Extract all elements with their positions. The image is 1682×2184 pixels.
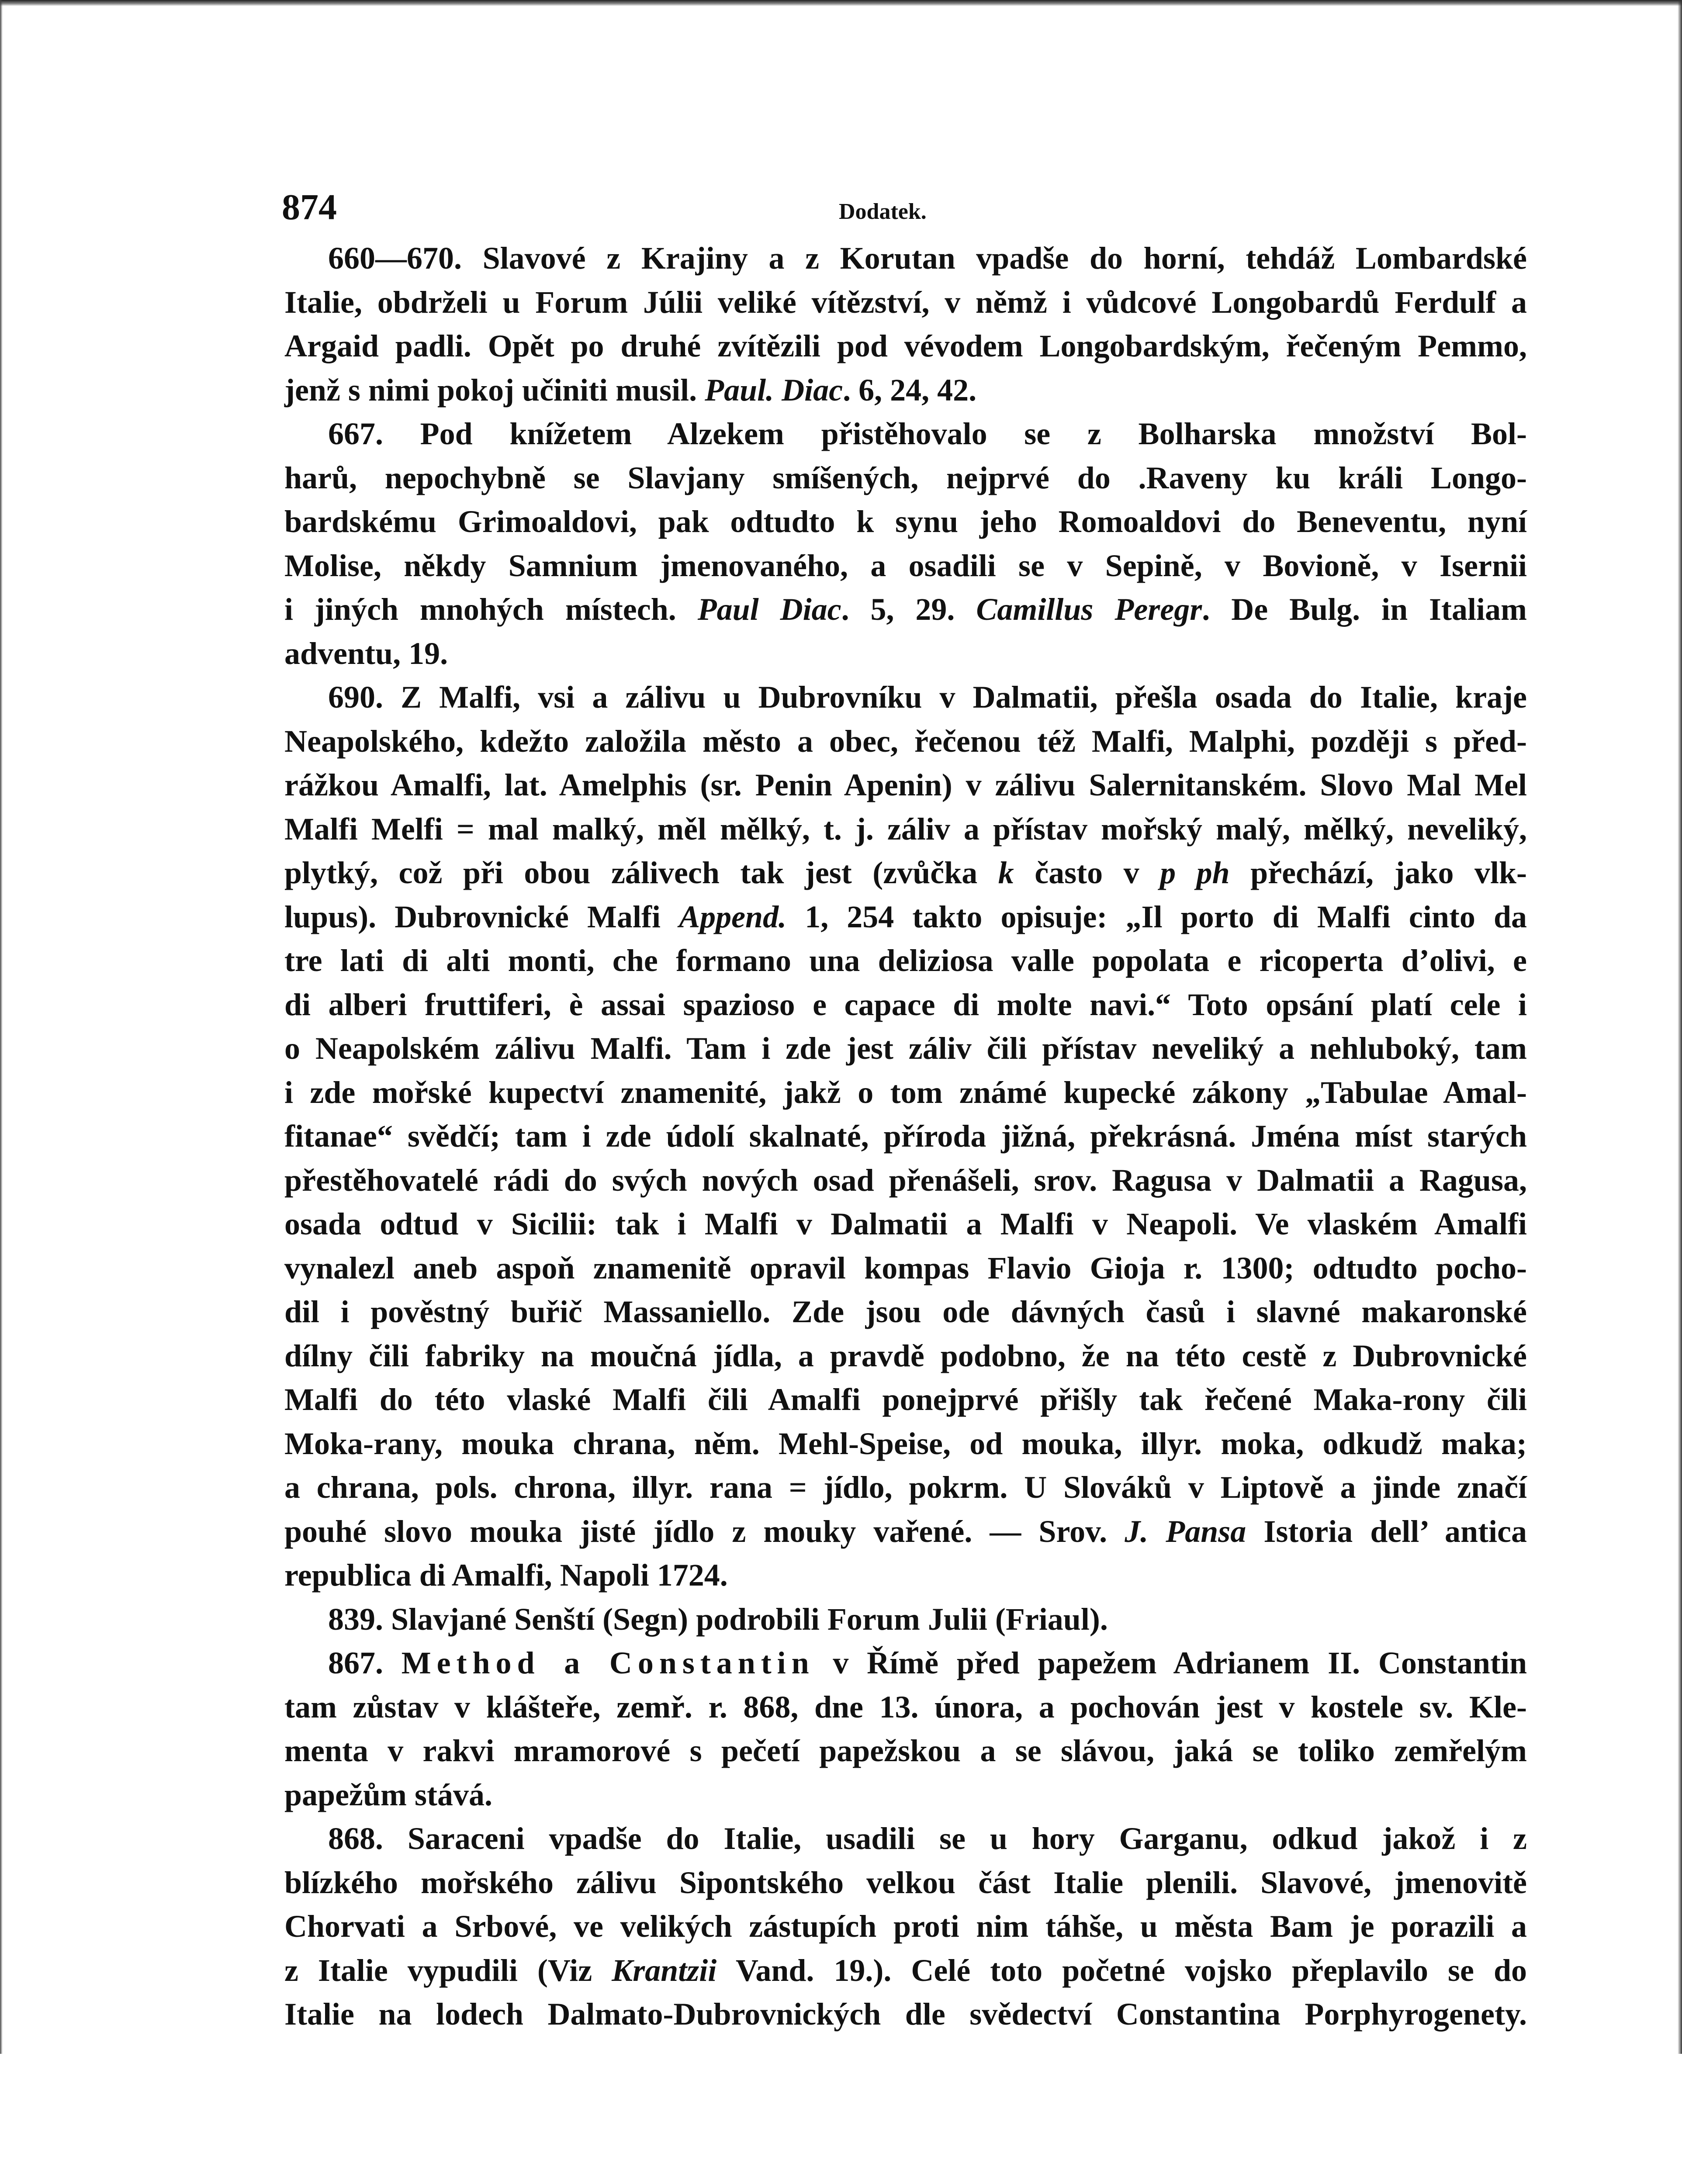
text-line (284, 1992, 1527, 2036)
text-line (284, 280, 1527, 325)
text-line (328, 1641, 1527, 1685)
running-head: Dodatek. (839, 199, 927, 224)
text-line (284, 1290, 1527, 1334)
text-segment: Malfi do této vlaské Malfi čili Amalfi ponejprvé přišly tak řečené Maka-rony čili (284, 1382, 1527, 1417)
text-segment: Italie, obdrželi u Forum Júlii veliké vítězství, v němž i vůdcové Longobardů Ferdulf a (284, 284, 1527, 320)
text-line (328, 1817, 1527, 1861)
text-line (284, 368, 1527, 412)
text-segment: di alberi fruttiferi, è assai spazioso e capace di molte navi.“ Toto opsání platí cele i (284, 987, 1527, 1022)
citation-italic: J. Pansa (1125, 1514, 1246, 1549)
text-segment: 868. Saraceni vpadše do Italie, usadili se u hory Garganu, odkud jakož i z (328, 1821, 1527, 1856)
scan-edge-right (1678, 0, 1682, 2054)
text-segment: v Římě před papežem Adrianem II. Constantin (814, 1645, 1527, 1680)
text-segment: . 6, 24, 42. (843, 372, 977, 408)
scan-edge-top (0, 0, 1682, 6)
text-segment: papežům stává. (284, 1777, 493, 1812)
text-line (284, 1904, 1527, 1949)
text-segment: jenž s nimi pokoj učiniti musil. (284, 372, 705, 408)
text-line (284, 500, 1527, 544)
text-line (284, 324, 1527, 368)
citation-italic: Paul Diac (697, 592, 841, 627)
text-line (328, 675, 1527, 719)
text-segment: Neapolského, kdežto založila město a obec, řečenou též Malfi, Malphi, později s před- (284, 723, 1527, 759)
text-line (284, 1773, 1527, 1817)
text-segment: Molise, někdy Samnium jmenovaného, a osadili se v Sepině, v Bovioně, v Isernii (284, 548, 1527, 583)
text-segment: dil i pověstný buřič Massaniello. Zde jsou ode dávných časů i slavné makaronské (284, 1294, 1527, 1329)
text-segment: 667. Pod knížetem Alzekem přistěhovalo se z Bolharska množství Bol- (328, 416, 1527, 451)
text-line (284, 1553, 1527, 1597)
text-segment: Chorvati a Srbové, ve velikých zástupích proti nim táhše, u města Bam je porazili a (284, 1909, 1527, 1944)
page-header (282, 186, 1527, 236)
text-segment: i jiných mnohých místech. (284, 592, 698, 627)
text-segment: i zde mořské kupectví znamenité, jakž o tom známé kupecké zákony „Tabulae Amal- (284, 1075, 1527, 1110)
text-segment: Malfi Melfi = mal malký, měl mělký, t. j. záliv a přístav mořský malý, mělký, neveliký, (284, 811, 1527, 847)
text-segment: bardskému Grimoaldovi, pak odtudto k synu jeho Romoaldovi do Beneventu, nyní (284, 504, 1527, 539)
text-segment: tre lati di alti monti, che formano una deliziosa valle popolata e ricoperta d’olivi, e (284, 943, 1527, 978)
text-segment: . 5, 29. (841, 592, 976, 627)
text-segment: republica di Amalfi, Napoli 1724. (284, 1558, 728, 1593)
text-segment: osada odtud v Sicilii: tak i Malfi v Dalmatii a Malfi v Neapoli. Ve vlaském Amalfi (284, 1206, 1527, 1241)
text-segment: adventu, 19. (284, 636, 448, 671)
text-segment: plytký, což při obou zálivech tak jest (zvůčka (284, 855, 998, 890)
text-segment: rážkou Amalfi, lat. Amelphis (sr. Penin Apenin) v zálivu Salernitanském. Slovo Mal Mel (284, 767, 1527, 802)
text-line (284, 1114, 1527, 1158)
text-segment: Argaid padli. Opět po druhé zvítězili pod vévodem Longobardským, řečeným Pemmo, (284, 328, 1527, 363)
text-segment: Moka-rany, mouka chrana, něm. Mehl-Speise, od mouka, illyr. moka, odkudž maka; (284, 1426, 1527, 1461)
text-line (284, 1949, 1527, 1993)
text-line (284, 1510, 1527, 1554)
text-segment: tam zůstav v klášteře, zemř. r. 868, dne 13. února, a pochován jest v kostele sv. Kle- (284, 1689, 1527, 1724)
text-line (284, 1158, 1527, 1203)
text-segment: menta v rakvi mramorové s pečetí papežskou a se slávou, jaká se toliko zemřelým (284, 1733, 1527, 1768)
body-text (284, 236, 1527, 2036)
text-line (284, 1246, 1527, 1290)
citation-italic: Krantzii (612, 1952, 717, 1988)
text-segment: o Neapolském zálivu Malfi. Tam i zde jest záliv čili přístav neveliký a nehluboký, tam (284, 1031, 1527, 1066)
text-line (328, 236, 1527, 280)
page-number: 874 (282, 187, 337, 228)
text-segment: Vand. 19.). Celé toto početné vojsko přeplavilo se do (716, 1952, 1527, 1988)
text-line (284, 807, 1527, 851)
text-line (284, 1685, 1527, 1729)
text-segment: lupus). Dubrovnické Malfi (284, 899, 679, 934)
text-line (284, 587, 1527, 632)
text-segment: 867. (328, 1645, 401, 1680)
text-line (284, 763, 1527, 807)
text-segment: harů, nepochybně se Slavjany smíšených, nejprvé do .Raveny ku králi Longo- (284, 460, 1527, 495)
text-line (284, 719, 1527, 764)
citation-italic: Paul. Diac (705, 372, 843, 408)
text-segment: fitanae“ svědčí; tam i zde údolí skalnaté, příroda jižná, překrásná. Jména míst starých (284, 1119, 1527, 1154)
text-line (284, 1729, 1527, 1773)
text-line (284, 456, 1527, 500)
text-segment: 839. Slavjané Senští (Segn) podrobili Forum Julii (Friaul). (328, 1601, 1108, 1637)
text-line (284, 1071, 1527, 1115)
citation-italic: Append. (679, 899, 787, 934)
text-line (284, 895, 1527, 939)
text-segment: pouhé slovo mouka jisté jídlo z mouky vařené. — Srov. (284, 1514, 1125, 1549)
text-segment: 660—670. Slavové z Krajiny a z Korutan vpadše do horní, tehdáž Lombardské (328, 241, 1527, 276)
text-line (284, 1026, 1527, 1071)
citation-italic: p ph (1160, 855, 1230, 890)
text-line (328, 1597, 1527, 1641)
citation-italic: Camillus Peregr (976, 592, 1202, 627)
text-segment: 690. Z Malfi, vsi a zálivu u Dubrovníku v Dalmatii, přešla osada do Italie, kraje (328, 680, 1527, 715)
text-segment: 1, 254 takto opisuje: „Il porto di Malfi cinto da (786, 899, 1527, 934)
text-line (284, 1465, 1527, 1510)
text-line (284, 1378, 1527, 1422)
text-line (284, 851, 1527, 895)
text-segment: Italie na lodech Dalmato-Dubrovnických dle svědectví Constantina Porphyrogenety. (284, 1997, 1527, 2032)
text-segment: často v (1014, 855, 1160, 890)
text-segment: a chrana, pols. chrona, illyr. rana = jídlo, pokrm. U Slováků v Liptově a jinde značí (284, 1470, 1527, 1505)
text-segment: . De Bulg. in Italiam (1202, 592, 1527, 627)
text-segment: dílny čili fabriky na moučná jídla, a pravdě podobno, že na této cestě z Dubrovnické (284, 1338, 1527, 1373)
text-line (284, 983, 1527, 1027)
text-line (328, 412, 1527, 456)
text-segment: přestěhovatelé rádi do svých nových osad přenášeli, srov. Ragusa v Dalmatii a Ragusa, (284, 1162, 1527, 1198)
text-line (284, 544, 1527, 588)
text-line (284, 1861, 1527, 1905)
text-line (284, 1334, 1527, 1378)
text-line (284, 632, 1527, 676)
text-segment: přechází, jako vlk- (1229, 855, 1527, 890)
text-segment: vynalezl aneb aspoň znamenitě opravil kompas Flavio Gioja r. 1300; odtudto pocho- (284, 1250, 1527, 1286)
spaced-text: Method a Constantin (401, 1645, 815, 1680)
scan-edge-left (0, 0, 3, 2054)
text-line (284, 1422, 1527, 1466)
text-line (284, 939, 1527, 983)
text-line (284, 1202, 1527, 1246)
text-segment: z Italie vypudili (Viz (284, 1952, 612, 1988)
text-segment: blízkého mořského zálivu Sipontského velkou část Italie plenili. Slavové, jmenovitě (284, 1865, 1527, 1900)
citation-italic: k (998, 855, 1014, 890)
text-segment: Istoria dell’ antica (1246, 1514, 1527, 1549)
